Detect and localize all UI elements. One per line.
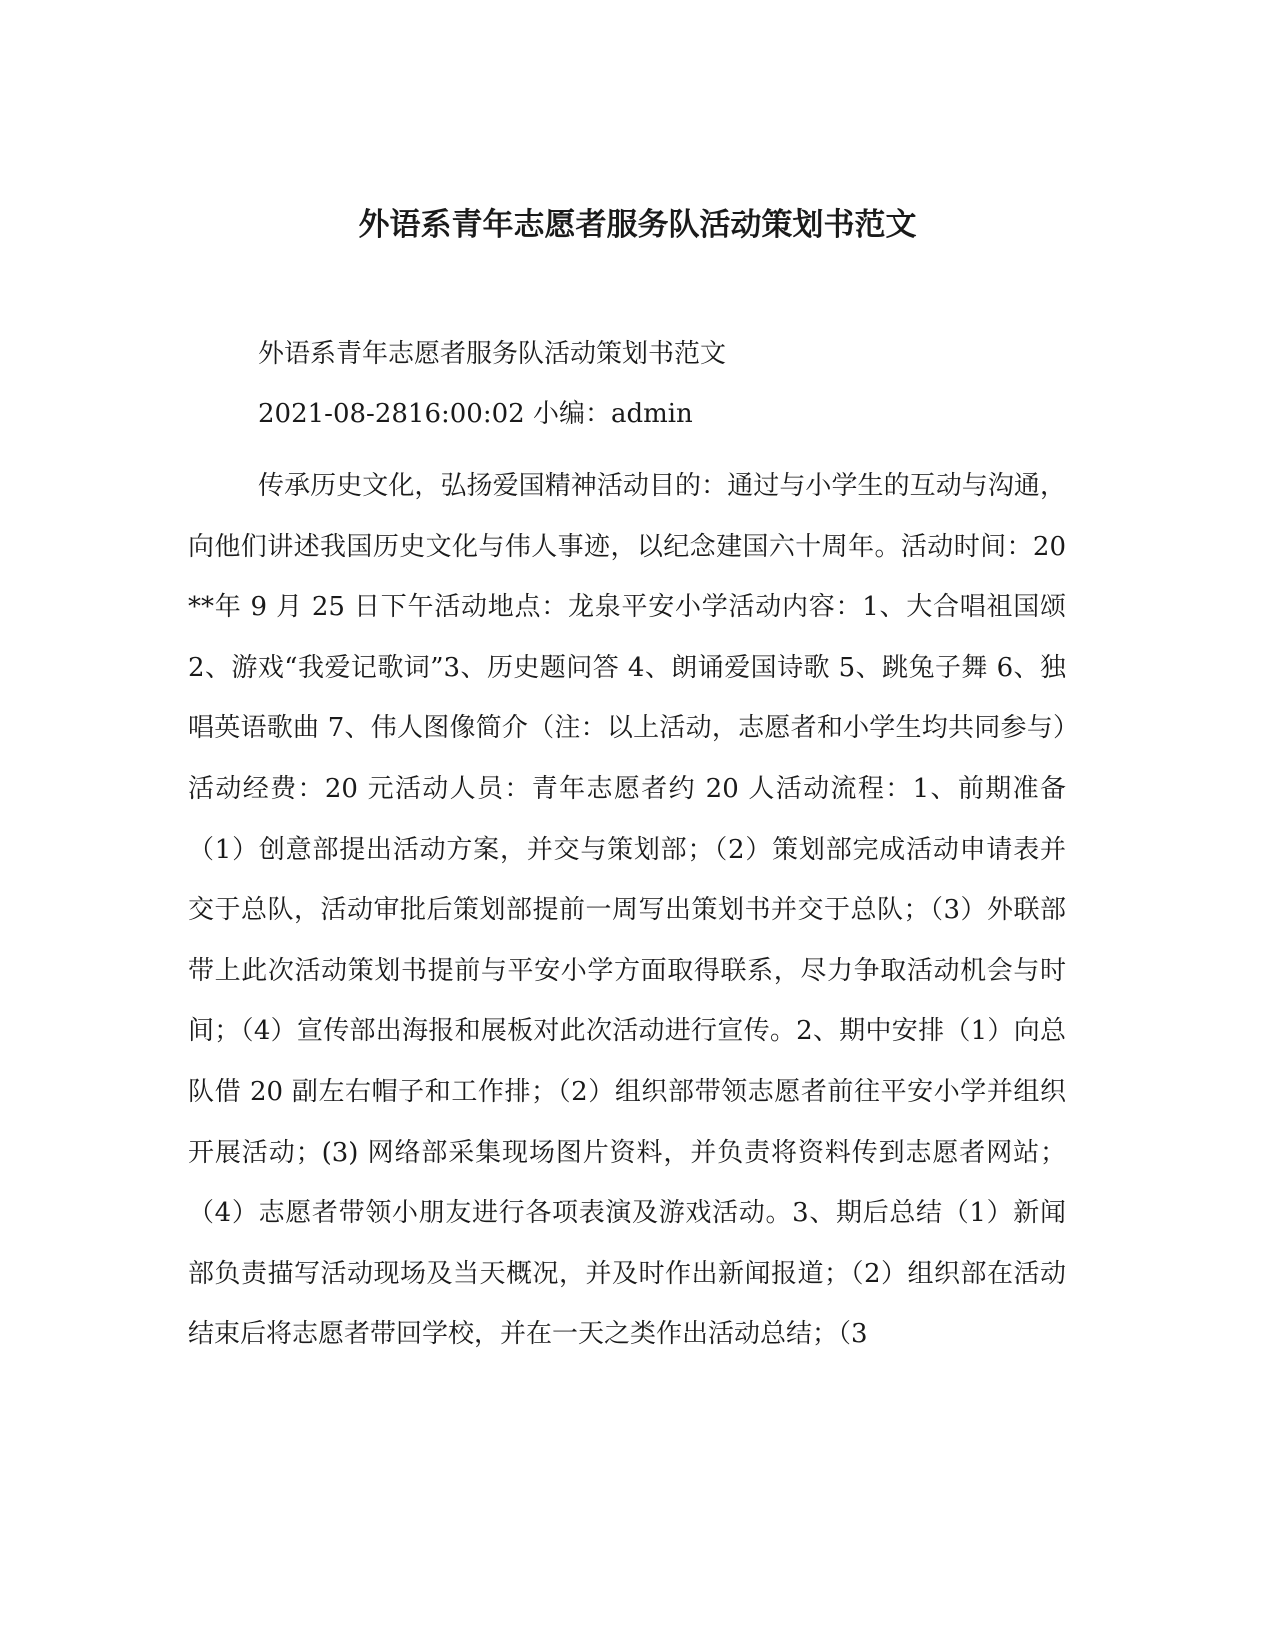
publish-meta: 2021-08-2816:00:02 小编：admin xyxy=(258,399,693,429)
body-paragraph: 传承历史文化，弘扬爱国精神活动目的：通过与小学生的互动与沟通，向他们讲述我国历史文化与伟人事迹，以纪念建国六十周年。活动时间：20**年 9 月 25 日下午活动地点：龙泉平安小学活动内容：1、大合唱祖国颂 2、游戏“我爱记歌词”3、历史题问答 4、朗诵爱国诗歌 5、跳兔子舞 6、独唱英语歌曲 7、伟人图像简介（注：以上活动，志愿者和小学生均共同参与）活动经费：20 元活动人员：青年志愿者约 20 人活动流程：1、前期准备（1）创意部提出活动方案，并交与策划部；（2）策划部完成活动申请表并交于总队，活动审批后策划部提前一周写出策划书并交于总队；（3）外联部带上此次活动策划书提前与平安小学方面取得联系，尽力争取活动机会与时间；（4）宣传部出海报和展板对此次活动进行宣传。2、期中安排（1）向总队借 20 副左右帽子和工作排；（2）组织部带领志愿者前往平安小学并组织开展活动；(3) 网络部采集现场图片资料，并负责将资料传到志愿者网站；（4）志愿者带领小朋友进行各项表演及游戏活动。3、期后总结（1）新闻部负责描写活动现场及当天概况，并及时作出新闻报道；（2）组织部在活动结束后将志愿者带回学校，并在一天之类作出活动总结；（3 xyxy=(188,471,1066,1350)
document-subtitle: 外语系青年志愿者服务队活动策划书范文 xyxy=(258,339,727,369)
document-title: 外语系青年志愿者服务队活动策划书范文 xyxy=(358,207,917,243)
